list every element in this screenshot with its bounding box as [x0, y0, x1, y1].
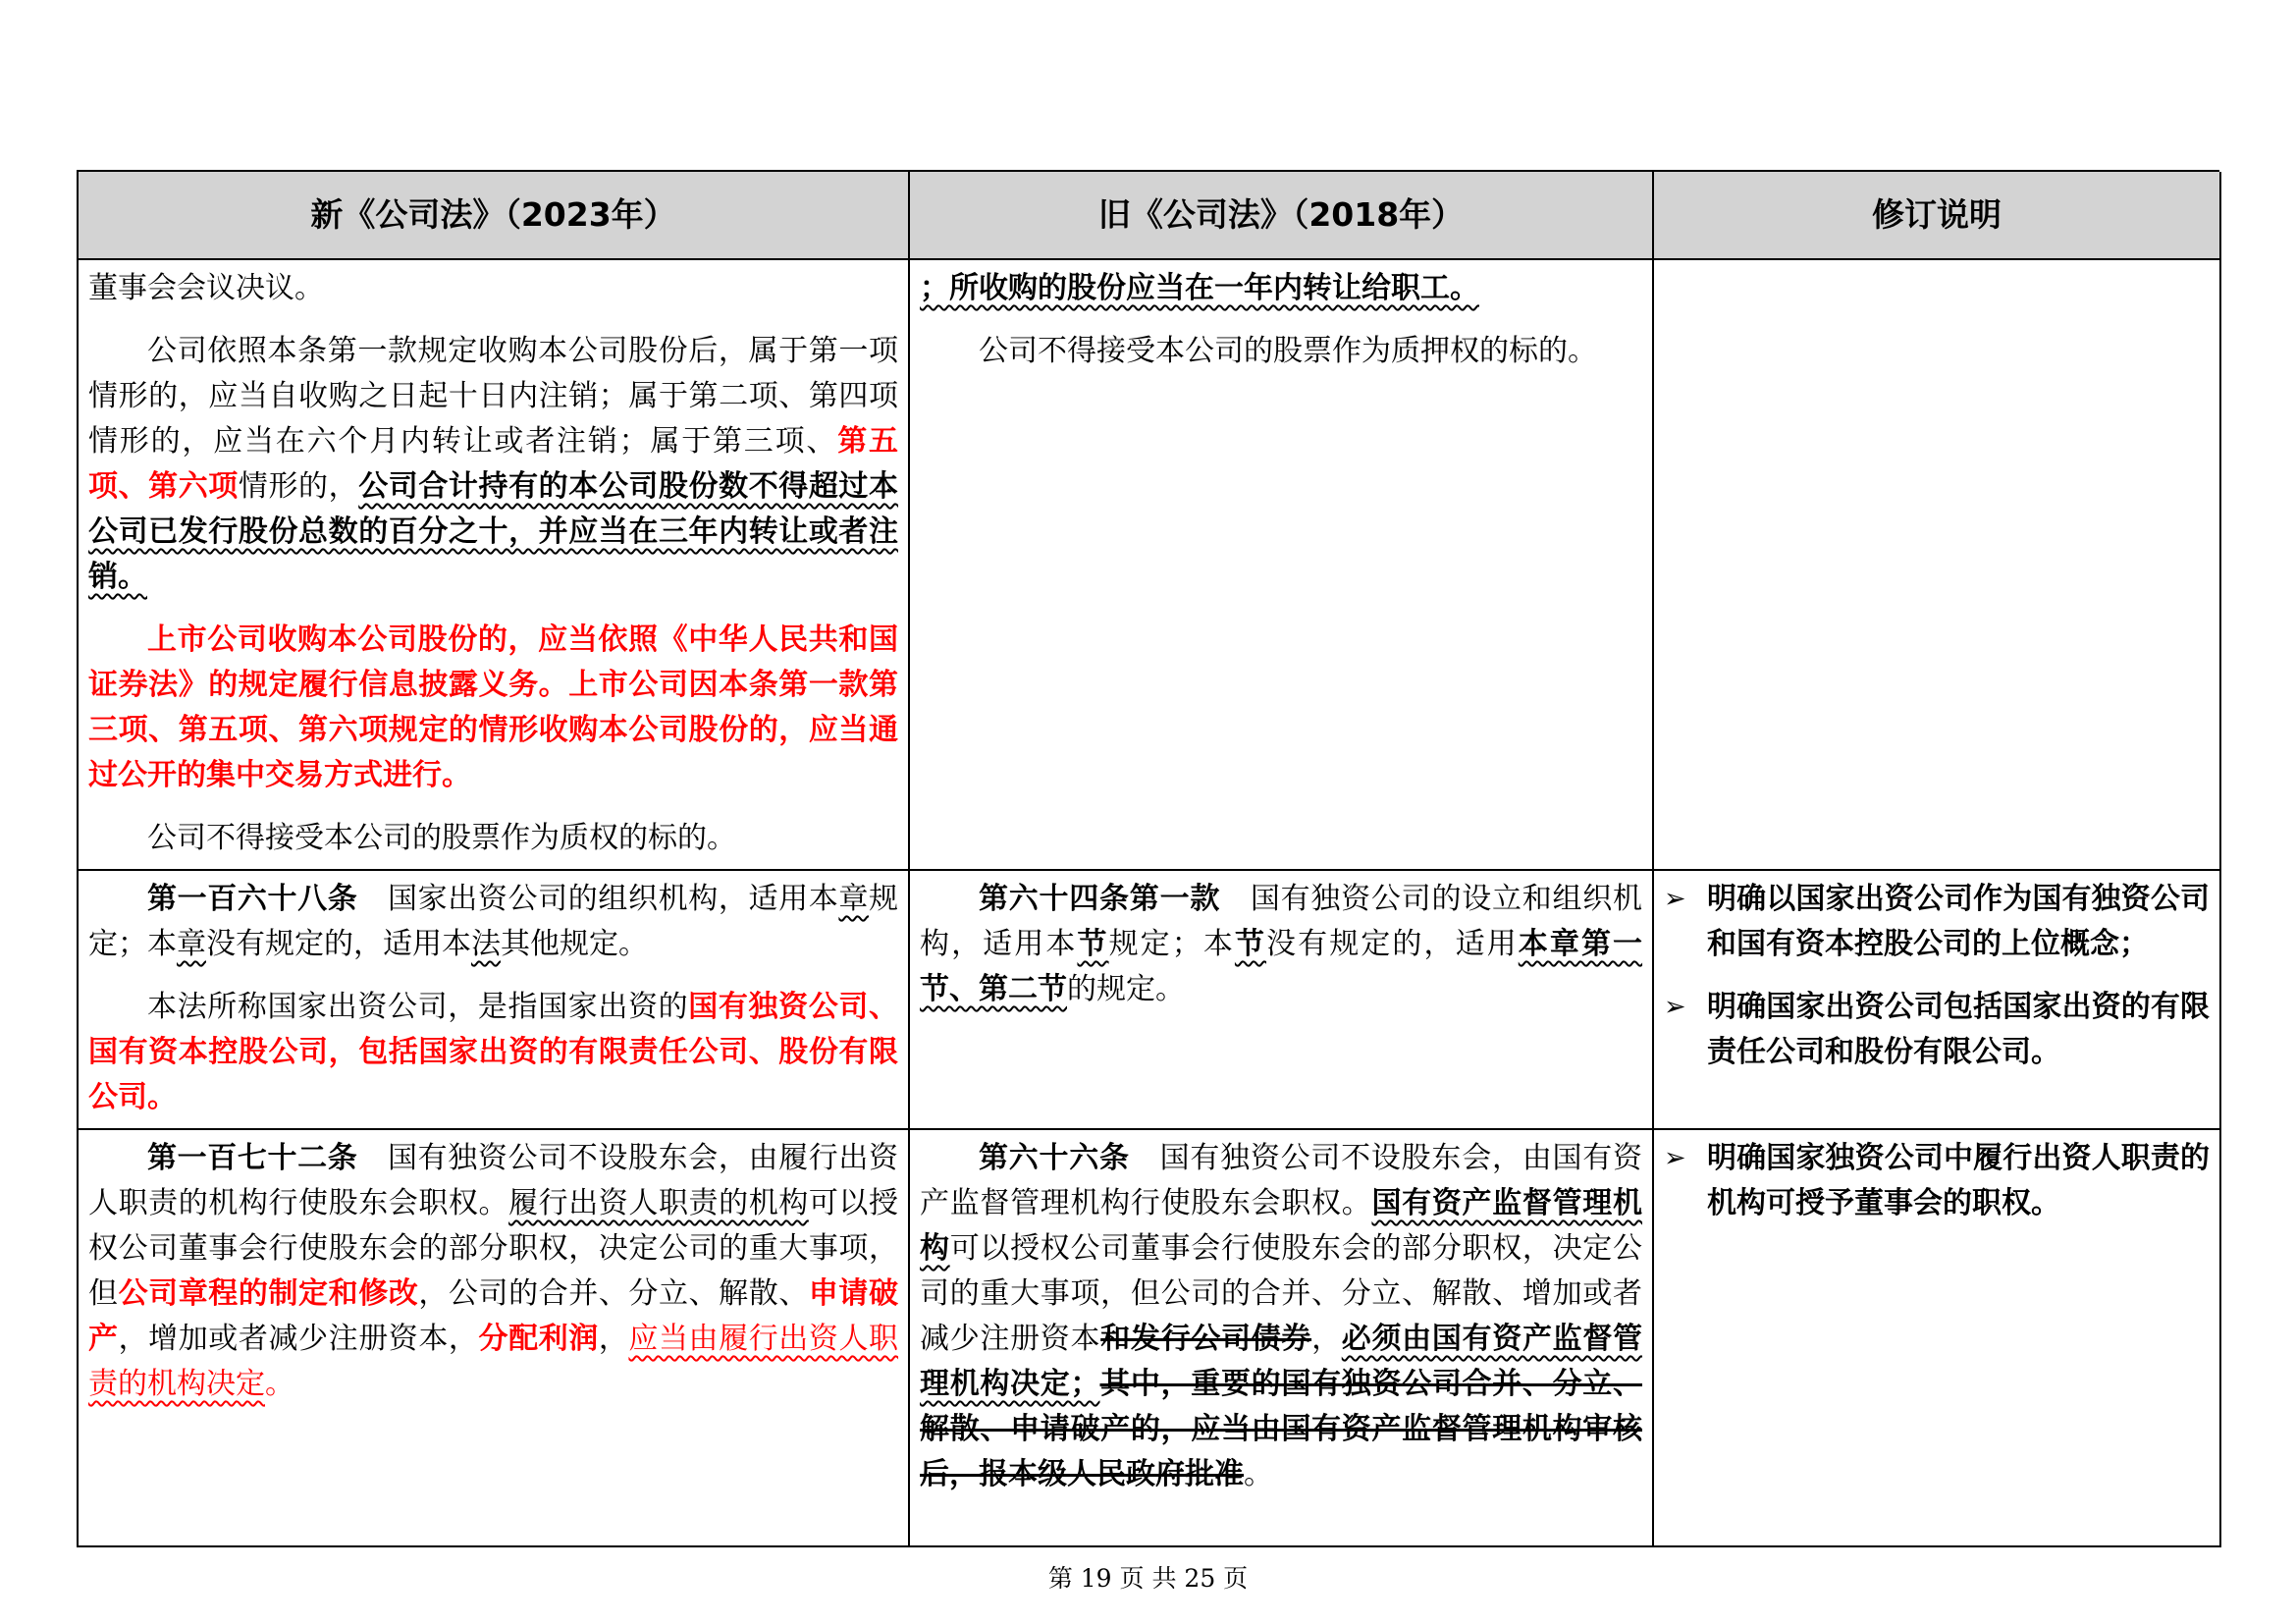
cell-row1-new-law — [79, 260, 910, 871]
text-run: 和发行公司债券 — [1100, 1322, 1312, 1356]
paragraph — [88, 816, 898, 861]
text-run: 明确以国家出资公司作为国有独资公司和国有资本控股公司的上位概念； — [1707, 882, 2210, 961]
text-run: 明确国家出资公司包括国家出资的有限责任公司和股份有限公司。 — [1707, 990, 2210, 1069]
paragraph — [920, 1136, 1642, 1497]
header-notes — [1654, 172, 2221, 260]
text-run: 可以授权公司董事会行使股东会的部分职权，决定公司的重大事项，但公司的合并、分立、解散、增加或者减少注册资本 — [920, 1231, 1643, 1356]
cell-row3-new-law — [79, 1130, 910, 1547]
text-run: 国有独资公司、国有资本控股公司，包括国家出资的有限责任公司、股份有限公司。 — [88, 990, 898, 1114]
header-notes-label: 修订说明 — [1872, 195, 2002, 234]
text-run: 其他规定。 — [501, 927, 648, 961]
text-run: 节 — [1077, 927, 1109, 961]
note-bullet-text — [1707, 985, 2210, 1075]
text-run: 必须由国有资产监督管理机构决定； — [920, 1322, 1643, 1401]
text-run: 第六十四条第一款 — [979, 882, 1221, 916]
arrow-bullet-icon: ➢ — [1664, 992, 1686, 1022]
cell-row2-old-law — [910, 871, 1654, 1130]
text-run: 其中，重要的国有独资公司合并、分立、解散、申请破产的，应当由国有资产监督管理机构审核后，报本级人民政府批准 — [920, 1367, 1643, 1491]
paragraph — [88, 877, 898, 967]
text-run: 履行出资人职责的机构 — [508, 1186, 809, 1220]
text-run: 国有独资公司不设股东会，由国有资产监督管理机构行使股东会职权。 — [920, 1141, 1643, 1220]
text-run: 可以授权公司董事会行使股东会的部分职权，决定公司的重大事项，但 — [88, 1186, 899, 1311]
text-run: 章 — [838, 882, 869, 916]
text-run: 国家出资公司的组织机构，适用本 — [357, 882, 839, 916]
text-run: 第五项、第六项 — [88, 424, 899, 504]
text-run: 分配利润 — [478, 1322, 599, 1356]
note-bullet-text — [1707, 877, 2210, 967]
cell-row3-old-law — [910, 1130, 1654, 1547]
text-run: ，公司的合并、分立、解散、 — [418, 1276, 809, 1311]
text-run: 董事会会议决议。 — [88, 271, 324, 305]
note-bullet — [1664, 1136, 2210, 1226]
arrow-bullet-icon: ➢ — [1664, 1143, 1686, 1173]
note-bullet — [1664, 877, 2210, 967]
text-run: 国有资产监督管理机构 — [920, 1186, 1643, 1266]
text-run: 没有规定的，适用本 — [206, 927, 471, 961]
text-run: 国有独资公司不设股东会，由履行出资人职责的机构行使股东会职权。 — [88, 1141, 898, 1220]
text-run: 章 — [177, 927, 206, 961]
arrow-bullet-icon: ➢ — [1664, 884, 1686, 914]
text-run: 本章第一节、第二节 — [920, 927, 1643, 1006]
page-number: 第 19 页 共 25 页 — [1047, 1564, 1249, 1593]
text-run: 。 — [265, 1367, 294, 1401]
paragraph — [88, 985, 898, 1120]
paragraph — [88, 1136, 898, 1407]
text-run: ，增加或者减少注册资本， — [118, 1322, 479, 1356]
cell-row2-new-law — [79, 871, 910, 1130]
text-run: 规定；本 — [1108, 927, 1235, 961]
text-run: 情形的， — [238, 469, 359, 504]
text-run: ；所收购的股份应当在一年内转让给职工。 — [920, 271, 1479, 305]
paragraph — [88, 329, 898, 600]
text-run: 上市公司收购本公司股份的，应当依照《中华人民共和国证券法》的规定履行信息披露义务。上市公司因本条第一款第三项、第五项、第六项规定的情形收购本公司股份的，应当通过公开的集中交易方式进行。 — [88, 623, 898, 792]
paragraph — [920, 329, 1642, 374]
text-run: 明确国家独资公司中履行出资人职责的机构可授予董事会的职权。 — [1707, 1141, 2210, 1220]
cell-row1-notes — [1654, 260, 2221, 871]
paragraph — [88, 618, 898, 798]
text-run: 公司不得接受本公司的股票作为质权的标的。 — [147, 821, 736, 855]
header-old-law — [910, 172, 1654, 260]
text-run: 国有独资公司的设立和组织机构，适用本 — [920, 882, 1643, 961]
cell-row3-notes — [1654, 1130, 2221, 1547]
paragraph — [920, 266, 1642, 311]
text-run: 法 — [471, 927, 501, 961]
cell-row2-notes — [1654, 871, 2221, 1130]
paragraph — [920, 877, 1642, 1012]
text-run: 节 — [1234, 927, 1267, 961]
text-run: 。 — [1244, 1457, 1273, 1491]
text-run: 的规定。 — [1067, 972, 1185, 1006]
text-run: 规定；本 — [88, 882, 898, 961]
text-run: 申请破产 — [88, 1276, 899, 1356]
text-run: 第一百六十八条 — [147, 882, 358, 916]
note-bullet — [1664, 985, 2210, 1075]
header-old-law-label: 旧《公司法》（2018年） — [1097, 195, 1465, 234]
text-run: 公司依照本条第一款规定收购本公司股份后，属于第一项情形的，应当自收购之日起十日内注销；属于第二项、第四项情形的，应当在六个月内转让或者注销；属于第三项、 — [88, 334, 898, 459]
text-run: ， — [1311, 1322, 1342, 1356]
text-run: 公司章程的制定和修改 — [118, 1276, 419, 1311]
header-new-law — [79, 172, 910, 260]
note-bullet-text — [1707, 1136, 2210, 1226]
text-run: ， — [598, 1322, 629, 1356]
comparison-table — [77, 170, 2219, 1547]
text-run: 应当由履行出资人职责的机构决定 — [88, 1322, 899, 1401]
text-run: 公司合计持有的本公司股份数不得超过本公司已发行股份总数的百分之十，并应当在三年内转让或者注销。 — [88, 469, 899, 594]
text-run: 第六十六条 — [979, 1141, 1130, 1175]
text-run: 本法所称国家出资公司，是指国家出资的 — [147, 990, 689, 1024]
text-run: 没有规定的，适用 — [1266, 927, 1519, 961]
text-run: 第一百七十二条 — [147, 1141, 358, 1175]
text-run: 公司不得接受本公司的股票作为质押权的标的。 — [979, 334, 1597, 368]
cell-row1-old-law — [910, 260, 1654, 871]
header-new-law-label: 新《公司法》（2023年） — [310, 195, 676, 234]
paragraph — [88, 266, 898, 311]
